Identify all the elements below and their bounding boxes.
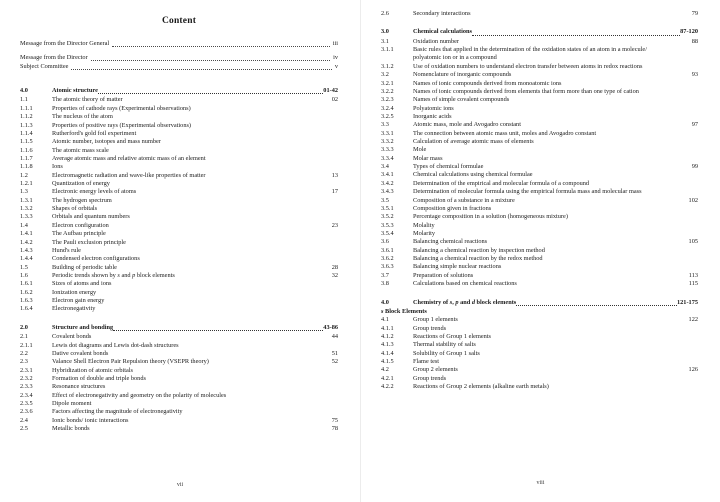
toc-page-number: 75: [331, 416, 338, 424]
toc-entry-title: Solubility of Group 1 salts: [413, 349, 480, 357]
toc-entry-row[interactable]: [381, 350, 698, 358]
frontmatter-label: Subject Committee: [20, 63, 69, 71]
toc-entry-row[interactable]: [381, 213, 698, 221]
toc-entry-row[interactable]: [20, 197, 338, 205]
toc-entry-title: Molality: [413, 221, 435, 229]
toc-entry-title: Ions: [52, 163, 63, 171]
dot-leader: [472, 32, 680, 36]
toc-entry-row[interactable]: [381, 155, 698, 163]
toc-entry-title: Balancing a chemical reaction by the redox method: [413, 255, 543, 263]
frontmatter-row[interactable]: [20, 40, 338, 48]
toc-entry-number: 2.3.4: [20, 391, 33, 399]
frontmatter-page-number: iv: [333, 53, 338, 61]
toc-entry-title: The Pauli exclusion principle: [52, 238, 126, 246]
toc-entry-number: 1.3.2: [20, 205, 33, 213]
toc-entry-number: 3.3: [381, 121, 389, 129]
toc-entry-title: Ionic bonds/ ionic interactions: [52, 416, 129, 424]
frontmatter-page-number: v: [334, 63, 338, 71]
toc-entry-title: Hund's rule: [52, 246, 81, 254]
toc-entry-number: 1.2: [20, 171, 28, 179]
toc-entry-number: 3.0: [381, 28, 389, 36]
toc-entry-number: 4.1.4: [381, 349, 394, 357]
toc-right: [381, 10, 698, 391]
toc-page-number: 44: [331, 333, 338, 341]
toc-entry-title: Periodic trends shown by s and p block elements: [52, 271, 175, 279]
toc-page-number: 52: [331, 358, 338, 366]
toc-entry-title: Polyatomic ions: [413, 104, 454, 112]
toc-entry-row[interactable]: [381, 247, 698, 255]
toc-entry-row[interactable]: [20, 172, 338, 180]
dot-leader: [112, 42, 330, 46]
toc-entry-row[interactable]: [381, 163, 698, 171]
toc-entry-row[interactable]: [20, 264, 338, 272]
toc-entry-number: 3.2.3: [381, 96, 394, 104]
toc-entry-title: Types of chemical formulae: [413, 163, 484, 171]
toc-page-number: 01-42: [323, 87, 338, 95]
toc-entry-row[interactable]: [381, 10, 698, 18]
italic-block-letter: p: [455, 298, 459, 306]
toc-page-number: 28: [331, 263, 338, 271]
folio-right: viii: [536, 480, 545, 486]
toc-entry-title: Electronic energy levels of atoms: [52, 188, 137, 196]
toc-entry-number: 3.8: [381, 280, 389, 288]
toc-entry-number: 1.1.3: [20, 121, 33, 129]
toc-chapter-row[interactable]: [20, 324, 338, 332]
italic-block-letter: s: [117, 271, 120, 279]
toc-entry-number: 1.3.3: [20, 213, 33, 221]
toc-entry-number: 2.1: [20, 333, 28, 341]
toc-entry-title: Average atomic mass and relative atomic mass of an element: [52, 154, 206, 162]
toc-page-number: 32: [331, 271, 338, 279]
dot-leader: [98, 90, 323, 94]
toc-entry-number: 3.2.2: [381, 87, 394, 95]
toc-entry-row[interactable]: [381, 96, 698, 104]
toc-entry-title: The connection between atomic mass unit, moles and Avogadro constant: [413, 129, 597, 137]
toc-entry-title: Hybridization of atomic orbitals: [52, 366, 133, 374]
toc-entry-title: Chemical calculations: [413, 28, 472, 36]
toc-entry-number: 1.4.3: [20, 246, 33, 254]
toc-entry-number: 2.3.1: [20, 366, 33, 374]
toc-entry-row[interactable]: [381, 222, 698, 230]
toc-entry-title: Factors affecting the magnitude of electronegativity: [52, 408, 183, 416]
toc-page-number: 102: [688, 196, 698, 204]
toc-entry-row[interactable]: [20, 155, 338, 163]
toc-entry-number: 1.6.3: [20, 297, 33, 305]
toc-entry-title: Molarity: [413, 229, 436, 237]
toc-entry-number: 3.6.1: [381, 246, 394, 254]
toc-entry-number: 3.2.1: [381, 79, 394, 87]
toc-entry-row[interactable]: [20, 247, 338, 255]
toc-entry-title: The atomic mass scale: [52, 146, 109, 154]
toc-entry-title: Composition of a substance in a mixture: [413, 196, 515, 204]
toc-entry-number: 1.2.1: [20, 180, 33, 188]
toc-entry-number: 1.1.4: [20, 129, 33, 137]
toc-entry-row[interactable]: [20, 147, 338, 155]
toc-entry-row[interactable]: [20, 333, 338, 341]
toc-entry-title: Balancing simple nuclear reactions: [413, 263, 502, 271]
toc-entry-number: 1.4.1: [20, 230, 33, 238]
toc-entry-row[interactable]: [20, 305, 338, 313]
toc-entry-row[interactable]: [20, 113, 338, 121]
toc-entry-number: 1.1.6: [20, 146, 33, 154]
toc-entry-number: 3.6.2: [381, 255, 394, 263]
toc-entry-title: Dative covalent bonds: [52, 349, 109, 357]
toc-entry-row[interactable]: [381, 341, 698, 349]
toc-entry-number: 2.3.5: [20, 400, 33, 408]
toc-entry-number: 4.0: [381, 298, 389, 306]
toc-entry-number: 1.6.2: [20, 288, 33, 296]
toc-entry-row[interactable]: [381, 358, 698, 366]
toc-entry-title: Molar mass: [413, 154, 443, 162]
toc-entry-title: The nucleus of the atom: [52, 113, 113, 121]
toc-entry-title: Group 2 elements: [413, 366, 458, 374]
toc-entry-number: 2.3.2: [20, 374, 33, 382]
toc-entry-row[interactable]: [381, 130, 698, 138]
toc-entry-title: The hydrogen spectrum: [52, 196, 112, 204]
toc-entry-title: Determination of molecular formula using the empirical formula mass and molecular mass: [413, 188, 642, 196]
toc-entry-row[interactable]: [381, 375, 698, 383]
toc-entry-number: 4.1.5: [381, 358, 394, 366]
toc-entry-title: Metallic bonds: [52, 425, 90, 433]
toc-entry-title: Resonance structures: [52, 383, 106, 391]
toc-entry-number: 1.1: [20, 96, 28, 104]
toc-entry-title: Effect of electronegativity and geometry on the polarity of molecules: [52, 391, 227, 399]
toc-entry-row[interactable]: [381, 146, 698, 154]
toc-entry-row[interactable]: [20, 180, 338, 188]
toc-entry-number: 3.5.1: [381, 204, 394, 212]
toc-entry-row[interactable]: [20, 383, 338, 391]
toc-entry-row[interactable]: [20, 255, 338, 263]
toc-entry-number: 3.2: [381, 71, 389, 79]
toc-entry-title: Percentage composition in a solution (homogeneous mixture): [413, 213, 568, 221]
toc-entry-row[interactable]: [381, 188, 698, 196]
toc-entry-title: Valance Shell Electron Pair Repulsion theory (VSEPR theory): [52, 358, 209, 366]
toc-entry-title: Thermal stability of salts: [413, 341, 476, 349]
toc-entry-row[interactable]: [20, 130, 338, 138]
toc-entry-row[interactable]: [20, 222, 338, 230]
toc-entry-row[interactable]: [381, 171, 698, 179]
toc-entry-title: Preparation of solutions: [413, 271, 474, 279]
toc-entry-row[interactable]: [20, 289, 338, 297]
toc-entry-row[interactable]: [20, 205, 338, 213]
dot-leader: [516, 302, 677, 306]
toc-page-number: 79: [691, 10, 698, 17]
toc-entry-number: 1.4: [20, 221, 28, 229]
toc-page-number: 13: [331, 171, 338, 179]
toc-entry-row[interactable]: [381, 80, 698, 88]
toc-entry-number: 4.0: [20, 87, 28, 95]
toc-page-number: 93: [691, 71, 698, 79]
toc-entry-title: Electron gain energy: [52, 297, 105, 305]
toc-entry-row[interactable]: [20, 105, 338, 113]
toc-entry-row[interactable]: [20, 408, 338, 416]
toc-entry-title: Chemical calculations using chemical formulae: [413, 171, 533, 179]
toc-entry-number: 4.1.2: [381, 332, 394, 340]
folio-left: vii: [176, 482, 184, 488]
toc-entry-number: 3.1: [381, 37, 389, 45]
toc-page-number: 99: [691, 163, 698, 171]
toc-page-number: 51: [331, 349, 338, 357]
toc-page-number: 122: [688, 316, 698, 324]
toc-entry-number: 3.3.2: [381, 138, 394, 146]
toc-page-number: 88: [691, 37, 698, 45]
italic-block-letter: d: [471, 298, 475, 306]
toc-page-number: 87-120: [680, 28, 698, 36]
toc-entry-number: 3.4: [381, 163, 389, 171]
toc-entry-number: 3.5.4: [381, 229, 394, 237]
toc-entry-number: 1.6: [20, 271, 28, 279]
toc-entry-row[interactable]: [20, 375, 338, 383]
toc-entry-number: 3.6.3: [381, 263, 394, 271]
toc-entry-title: Electromagnetic radiation and wave-like properties of matter: [52, 171, 206, 179]
toc-entry-title: Names of simple covalent compounds: [413, 96, 510, 104]
toc-entry-number: 3.6: [381, 238, 389, 246]
toc-entry-row[interactable]: [20, 280, 338, 288]
toc-entry-row[interactable]: [381, 38, 698, 46]
toc-entry-row[interactable]: [381, 333, 698, 341]
toc-entry-number: 2.3: [20, 358, 28, 366]
toc-entry-title: Chemistry of s, p and d block elements: [413, 298, 517, 306]
toc-entry-title: Reactions of Group 2 elements (alkaline earth metals): [413, 383, 549, 391]
toc-page-number: 121-175: [677, 298, 698, 306]
toc-entry-title: Reactions of Group 1 elements: [413, 332, 491, 340]
dot-leader: [91, 56, 330, 60]
toc-entry-number: 4.1.3: [381, 341, 394, 349]
toc-entry-number: 1.3.1: [20, 196, 33, 204]
toc-entry-row[interactable]: [381, 180, 698, 188]
toc-entry-number: 1.5: [20, 263, 28, 271]
toc-entry-title: Formation of double and triple bonds: [52, 374, 146, 382]
dot-leader: [71, 66, 331, 70]
toc-entry-title: Dipole moment: [52, 400, 92, 408]
toc-chapter-row[interactable]: [381, 299, 698, 307]
toc-entry-number: 3.2.4: [381, 104, 394, 112]
toc-entry-title: Atomic mass, mole and Avogadro constant: [413, 121, 521, 129]
frontmatter-label: Message from the Director: [20, 53, 88, 61]
toc-entry-row[interactable]: [20, 358, 338, 366]
toc-page-number: 17: [331, 188, 338, 196]
toc-entry-number: 4.2.2: [381, 383, 394, 391]
toc-page-number: 43-86: [323, 323, 338, 331]
toc-entry-title: Electronegativity: [52, 305, 96, 313]
toc-entry-title: Shapes of orbitals: [52, 205, 98, 213]
toc-entry-number: 1.6.4: [20, 305, 33, 313]
toc-page-number: 115: [688, 280, 698, 288]
italic-block-letter: s: [381, 307, 384, 315]
toc-chapter-row[interactable]: [381, 28, 698, 36]
toc-entry-number: 3.4.2: [381, 179, 394, 187]
toc-entry-row[interactable]: [381, 71, 698, 79]
toc-entry-number: 3.3.1: [381, 129, 394, 137]
toc-entry-number: 3.3.3: [381, 146, 394, 154]
italic-block-letter: p: [132, 271, 136, 279]
toc-page-number: 78: [331, 425, 338, 433]
toc-entry-row[interactable]: [381, 46, 698, 63]
toc-entry-title: Inorganic acids: [413, 112, 452, 120]
toc-entry-number: 3.1.2: [381, 62, 394, 70]
page-title: Content: [161, 16, 197, 26]
toc-entry-number: 4.1: [381, 316, 389, 324]
toc-entry-row[interactable]: [381, 105, 698, 113]
toc-entry-row[interactable]: [20, 392, 338, 400]
toc-entry-title: Basic rules that applied in the determination of the oxidation states of an atom in a molecule/ polyatomic ion or in a compound: [413, 46, 647, 62]
toc-entry-number: 1.1.5: [20, 138, 33, 146]
toc-entry-title: Lewis dot diagrams and Lewis dot-dash structures: [52, 341, 179, 349]
toc-chapter-row[interactable]: [20, 87, 338, 95]
toc-page-number: 23: [331, 221, 338, 229]
toc-entry-number: 2.3.6: [20, 408, 33, 416]
toc-entry-number: 1.6.1: [20, 280, 33, 288]
toc-entry-row[interactable]: [20, 239, 338, 247]
toc-entry-title: Flame test: [413, 358, 440, 366]
toc-page-number: 126: [688, 366, 698, 374]
toc-entry-row[interactable]: [20, 230, 338, 238]
toc-page-number: 113: [688, 271, 698, 279]
toc-entry-row[interactable]: [381, 63, 698, 71]
toc-entry-number: 2.1.1: [20, 341, 33, 349]
toc-entry-row[interactable]: [381, 205, 698, 213]
frontmatter-list: [20, 40, 338, 71]
toc-entry-title: Group trends: [413, 324, 447, 332]
toc-entry-number: 1.4.2: [20, 238, 33, 246]
toc-entry-row[interactable]: [20, 122, 338, 130]
toc-entry-row[interactable]: [20, 138, 338, 146]
toc-entry-row[interactable]: [381, 255, 698, 263]
toc-entry-title: Structure and bonding: [52, 323, 114, 331]
toc-entry-number: 3.5.3: [381, 221, 394, 229]
toc-entry-title: Names of ionic compounds derived from elements that form more than one type of cation: [413, 87, 639, 95]
toc-entry-number: 1.3: [20, 188, 28, 196]
frontmatter-label: Message from the Director General: [20, 40, 110, 47]
frontmatter-row[interactable]: [20, 63, 338, 71]
toc-entry-number: 3.5.2: [381, 213, 394, 221]
toc-entry-title: Properties of positive rays (Experimental observations): [52, 121, 192, 129]
toc-entry-number: 2.6: [381, 10, 389, 17]
toc-entry-title: Determination of the empirical and molecular formula of a compound: [413, 179, 590, 187]
toc-entry-number: 4.2.1: [381, 374, 394, 382]
page-right: [360, 0, 720, 502]
toc-entry-row[interactable]: [381, 366, 698, 374]
toc-entry-number: 3.7: [381, 271, 389, 279]
italic-block-letter: s: [449, 298, 453, 306]
toc-entry-row[interactable]: [381, 113, 698, 121]
frontmatter-page-number: iii: [332, 40, 338, 47]
toc-entry-title: Ionization energy: [52, 288, 97, 296]
toc-entry-title: Orbitals and quantum numbers: [52, 213, 130, 221]
toc-entry-row[interactable]: [20, 425, 338, 433]
toc-entry-title: Building of periodic table: [52, 263, 117, 271]
toc-entry-row[interactable]: [20, 272, 338, 280]
toc-entry-title: Properties of cathode rays (Experimental observations): [52, 104, 191, 112]
toc-entry-number: 4.2: [381, 366, 389, 374]
toc-entry-number: 2.2: [20, 349, 28, 357]
toc-entry-row[interactable]: [20, 350, 338, 358]
toc-entry-row[interactable]: [381, 280, 698, 288]
toc-entry-title: Calculation of average atomic mass of elements: [413, 138, 534, 146]
toc-entry-title: Balancing chemical reactions: [413, 238, 488, 246]
toc-entry-row[interactable]: [381, 263, 698, 271]
toc-entry-title: Oxidation number: [413, 37, 459, 45]
toc-entry-title: Electron configuration: [52, 221, 109, 229]
toc-entry-title: Condensed electron configurations: [52, 255, 140, 263]
toc-entry-number: 3.4.1: [381, 171, 394, 179]
toc-entry-number: 3.5: [381, 196, 389, 204]
toc-entry-title: Calculations based on chemical reactions: [413, 280, 517, 288]
toc-entry-row[interactable]: [381, 316, 698, 324]
toc-entry-number: 1.1.2: [20, 113, 33, 121]
toc-entry-title: Mole: [413, 146, 427, 154]
toc-entry-number: 3.2.5: [381, 112, 394, 120]
toc-page-number: 97: [691, 121, 698, 129]
toc-entry-title: The Aufbau principle: [52, 230, 106, 238]
toc-entry-row[interactable]: [20, 163, 338, 171]
toc-entry-title: The atomic theory of matter: [52, 96, 123, 104]
toc-entry-number: 2.3.3: [20, 383, 33, 391]
toc-entry-number: 4.1.1: [381, 324, 394, 332]
toc-entry-number: 3.1.1: [381, 46, 394, 54]
toc-entry-row[interactable]: [381, 88, 698, 96]
toc-entry-title: Composition given in fractions: [413, 204, 492, 212]
toc-entry-title: Use of oxidation numbers to understand electron transfer between atoms in redox reactions: [413, 62, 643, 70]
toc-entry-row[interactable]: [20, 96, 338, 104]
toc-entry-title: Nomenclature of inorganic compounds: [413, 71, 512, 79]
toc-entry-title: Group 1 elements: [413, 316, 458, 324]
toc-entry-row[interactable]: [20, 400, 338, 408]
toc-entry-title: Balancing a chemical reaction by inspection method: [413, 246, 545, 254]
toc-entry-title: Group trends: [413, 374, 447, 382]
toc-entry-row[interactable]: [381, 272, 698, 280]
toc-entry-number: 2.5: [20, 425, 28, 433]
toc-entry-number: 1.4.4: [20, 255, 33, 263]
toc-entry-title: Sizes of atoms and ions: [52, 280, 112, 288]
toc-entry-row[interactable]: [20, 342, 338, 350]
toc-entry-title: Atomic number, isotopes and mass number: [52, 138, 161, 146]
toc-entry-row[interactable]: [20, 367, 338, 375]
toc-entry-title: Atomic structure: [52, 87, 98, 95]
toc-entry-row[interactable]: [381, 325, 698, 333]
toc-left: [20, 87, 338, 433]
dot-leader: [113, 327, 323, 331]
toc-entry-row[interactable]: [20, 417, 338, 425]
toc-entry-number: 1.1.1: [20, 104, 33, 112]
toc-entry-row[interactable]: [381, 138, 698, 146]
toc-entry-row[interactable]: [381, 121, 698, 129]
toc-entry-number: 3.3.4: [381, 154, 394, 162]
toc-entry-row[interactable]: [381, 383, 698, 391]
toc-subheading: s Block Elements: [381, 307, 427, 315]
frontmatter-row[interactable]: [20, 54, 338, 62]
toc-page-number: 105: [688, 238, 698, 246]
toc-entry-title: Quantization of energy: [52, 180, 110, 188]
toc-entry-row[interactable]: [381, 197, 698, 205]
toc-entry-number: 2.4: [20, 416, 28, 424]
toc-entry-title: Rutherford's gold foil experiment: [52, 129, 137, 137]
toc-entry-number: 2.0: [20, 323, 28, 331]
toc-entry-title: Names of ionic compounds derived from monoatomic ions: [413, 79, 562, 87]
toc-entry-number: 1.1.8: [20, 163, 33, 171]
toc-entry-row[interactable]: [20, 213, 338, 221]
toc-page-number: 02: [331, 96, 338, 104]
toc-entry-row[interactable]: [20, 188, 338, 196]
toc-entry-row[interactable]: [20, 297, 338, 305]
toc-entry-row[interactable]: [381, 230, 698, 238]
toc-entry-title: Secondary interactions: [413, 10, 471, 17]
toc-entry-row[interactable]: [381, 238, 698, 246]
toc-entry-title: Covalent bonds: [52, 333, 92, 341]
toc-entry-number: 1.1.7: [20, 154, 33, 162]
toc-entry-number: 3.4.3: [381, 188, 394, 196]
